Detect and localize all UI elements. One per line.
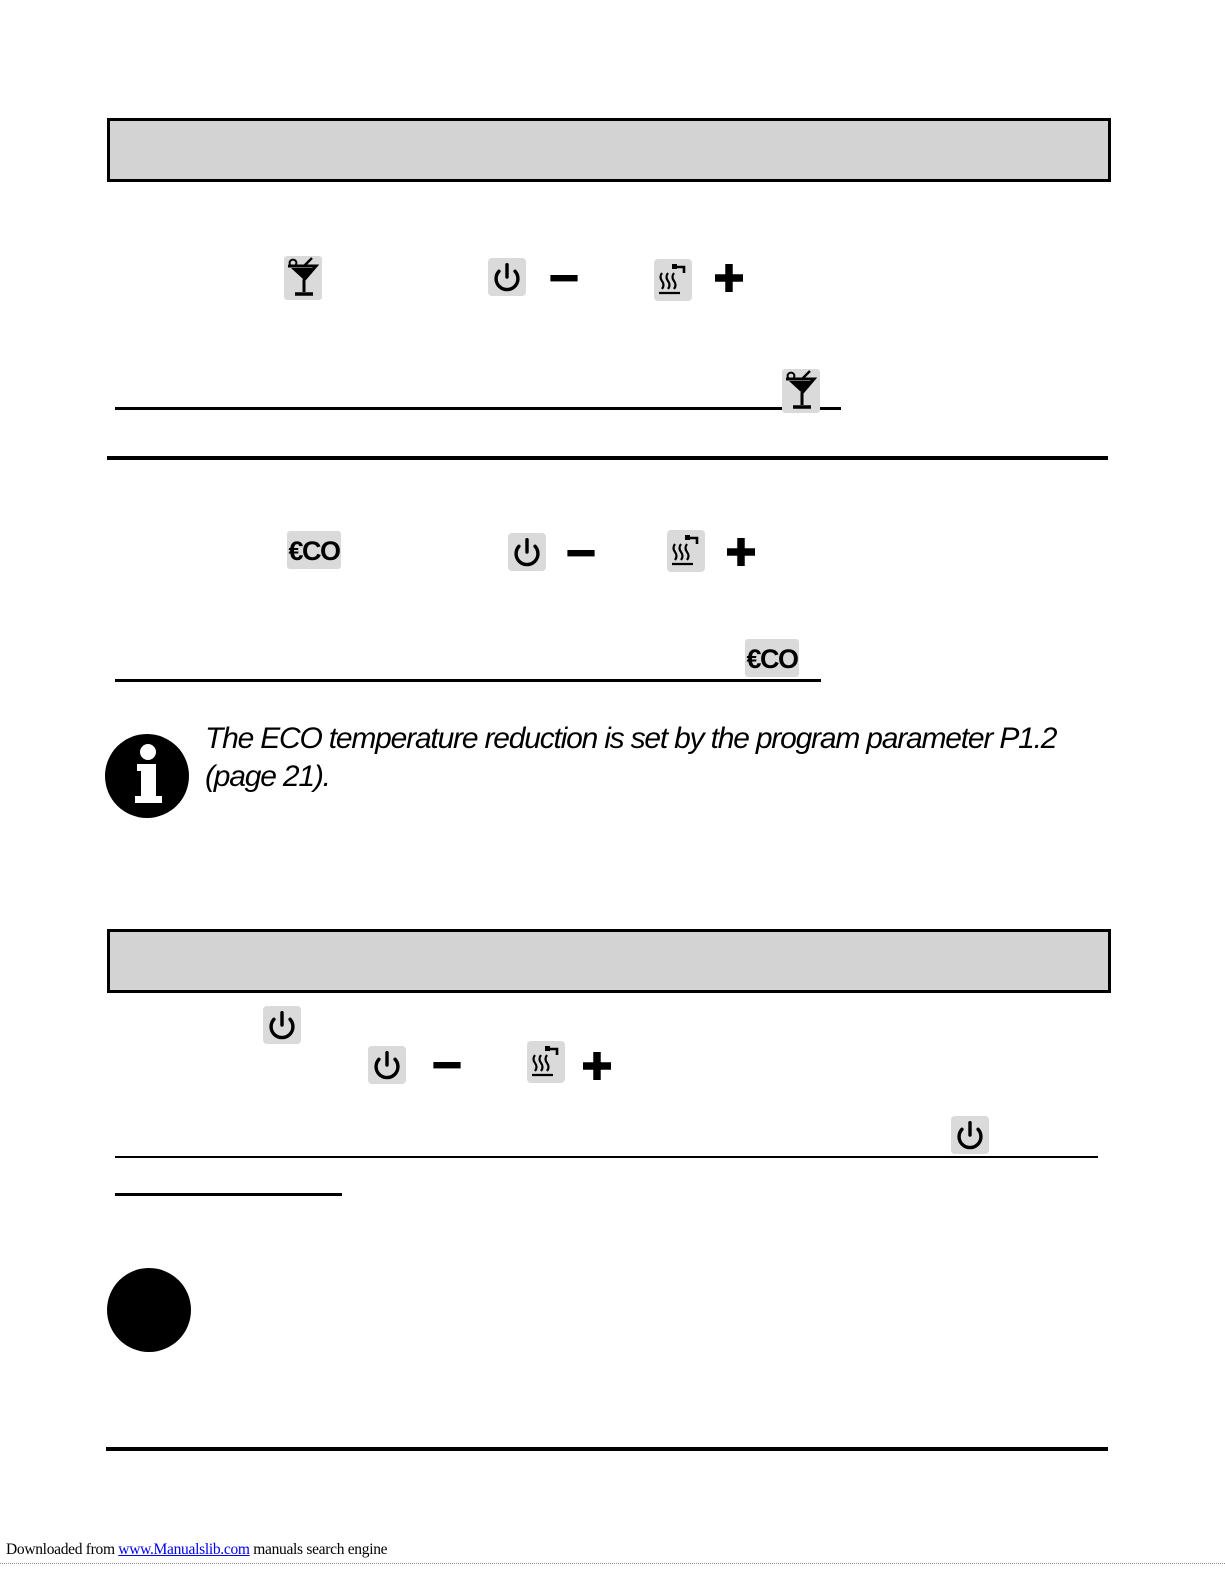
info-note-line-2: (page 21). <box>205 760 330 793</box>
minus-icon <box>433 1062 461 1070</box>
plus-icon <box>727 538 755 566</box>
power-icon <box>368 1044 406 1086</box>
power-icon <box>263 1005 301 1045</box>
hot-water-tap-icon <box>527 1041 565 1083</box>
underline-rule <box>115 1156 1098 1158</box>
power-icon <box>508 532 546 572</box>
power-icon <box>951 1114 989 1156</box>
section-header-box <box>107 929 1111 993</box>
power-icon <box>488 257 526 297</box>
minus-icon <box>567 550 595 558</box>
footer-source-line <box>6 1541 387 1559</box>
section-divider <box>106 1447 1108 1451</box>
hot-water-tap-icon <box>667 530 705 572</box>
underline-rule <box>115 407 785 410</box>
eco-icon <box>287 531 341 569</box>
cocktail-glass-icon <box>782 369 820 413</box>
section-header-box <box>107 118 1111 182</box>
black-circle-icon <box>106 1267 192 1353</box>
footer-dotted-rule <box>0 1563 1225 1564</box>
eco-icon <box>745 639 799 677</box>
info-note-line-1: The ECO temperature reduction is set by the program parameter P1.2 <box>205 722 1057 755</box>
underline-rule <box>820 407 841 410</box>
footer-prefix: Downloaded from <box>6 1541 119 1558</box>
footer-suffix: manuals search engine <box>249 1541 388 1558</box>
manualslib-link[interactable]: www.Manualslib.com <box>118 1541 250 1558</box>
plus-icon <box>715 264 743 292</box>
section-divider <box>107 456 1108 460</box>
minus-icon <box>550 275 578 283</box>
plus-icon <box>583 1052 611 1080</box>
hot-water-tap-icon <box>654 259 692 301</box>
underline-rule <box>115 1193 342 1196</box>
underline-rule <box>115 679 821 682</box>
cocktail-glass-icon <box>284 256 322 300</box>
info-icon <box>104 733 190 819</box>
